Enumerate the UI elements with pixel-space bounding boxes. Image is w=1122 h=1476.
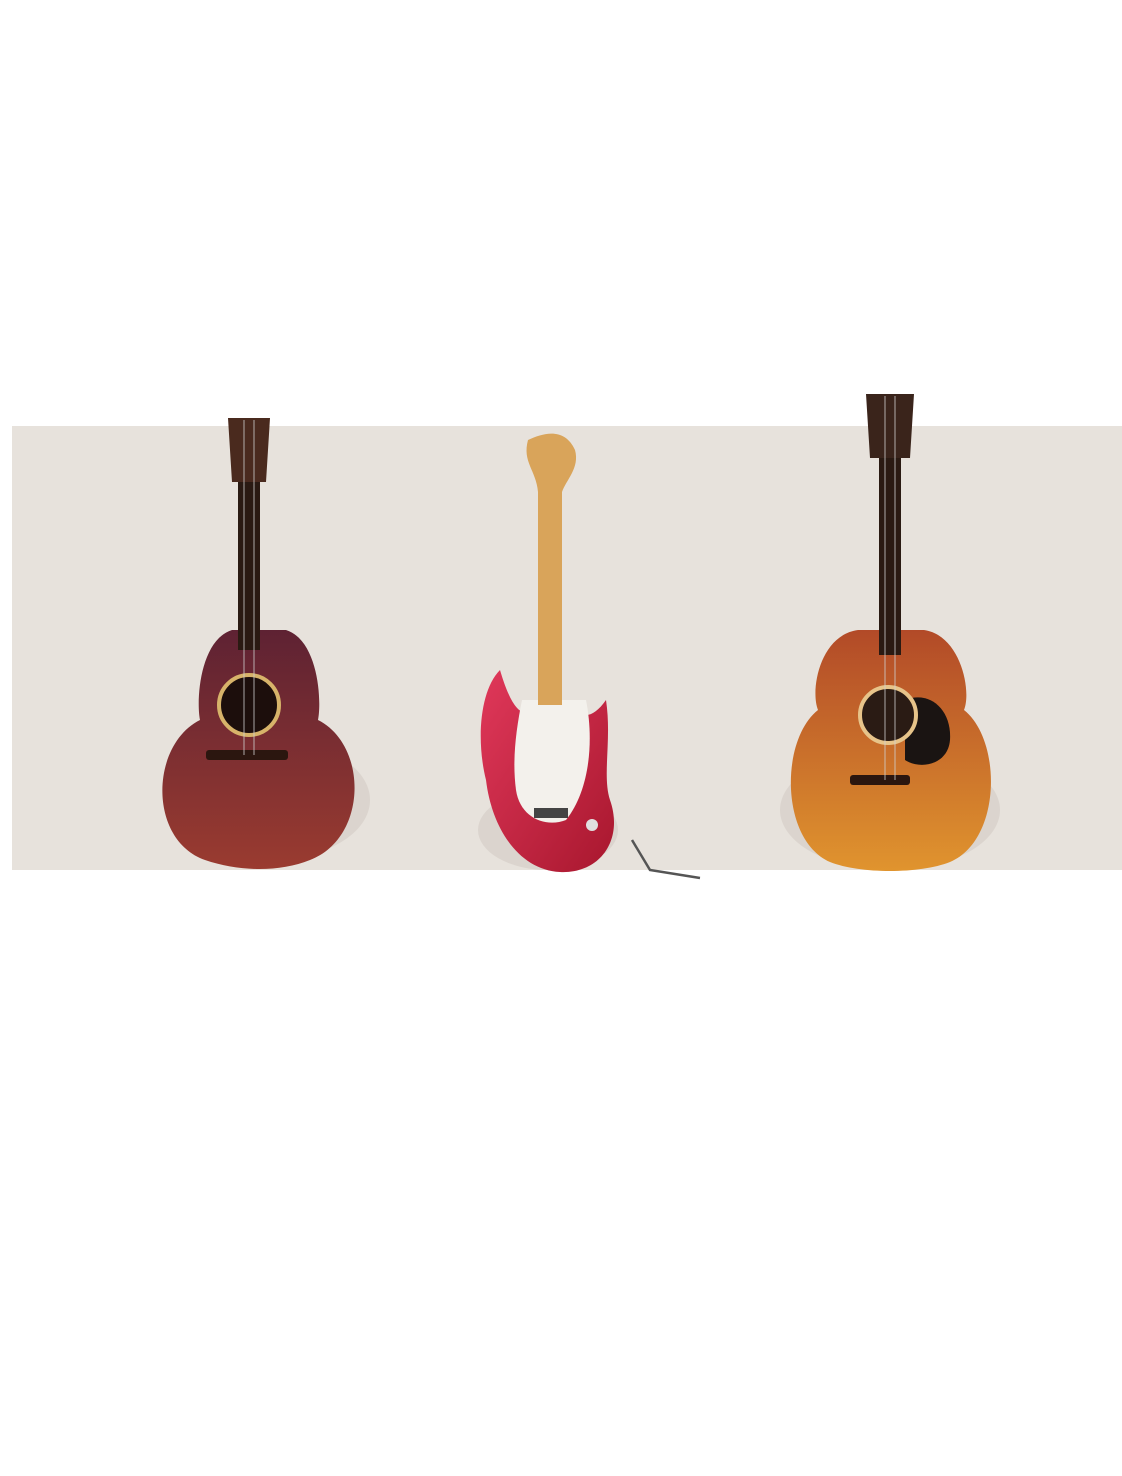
column-title [105,904,365,960]
column-electric-guitar [422,904,682,950]
column-classical-guitar [105,904,365,978]
column-title [422,904,682,932]
column-title [740,904,1000,960]
column-acoustic-guitar [740,904,1000,978]
classical-guitar-image [162,418,370,869]
electric-guitar-image [478,434,700,878]
acoustic-guitar-image [780,394,1000,871]
